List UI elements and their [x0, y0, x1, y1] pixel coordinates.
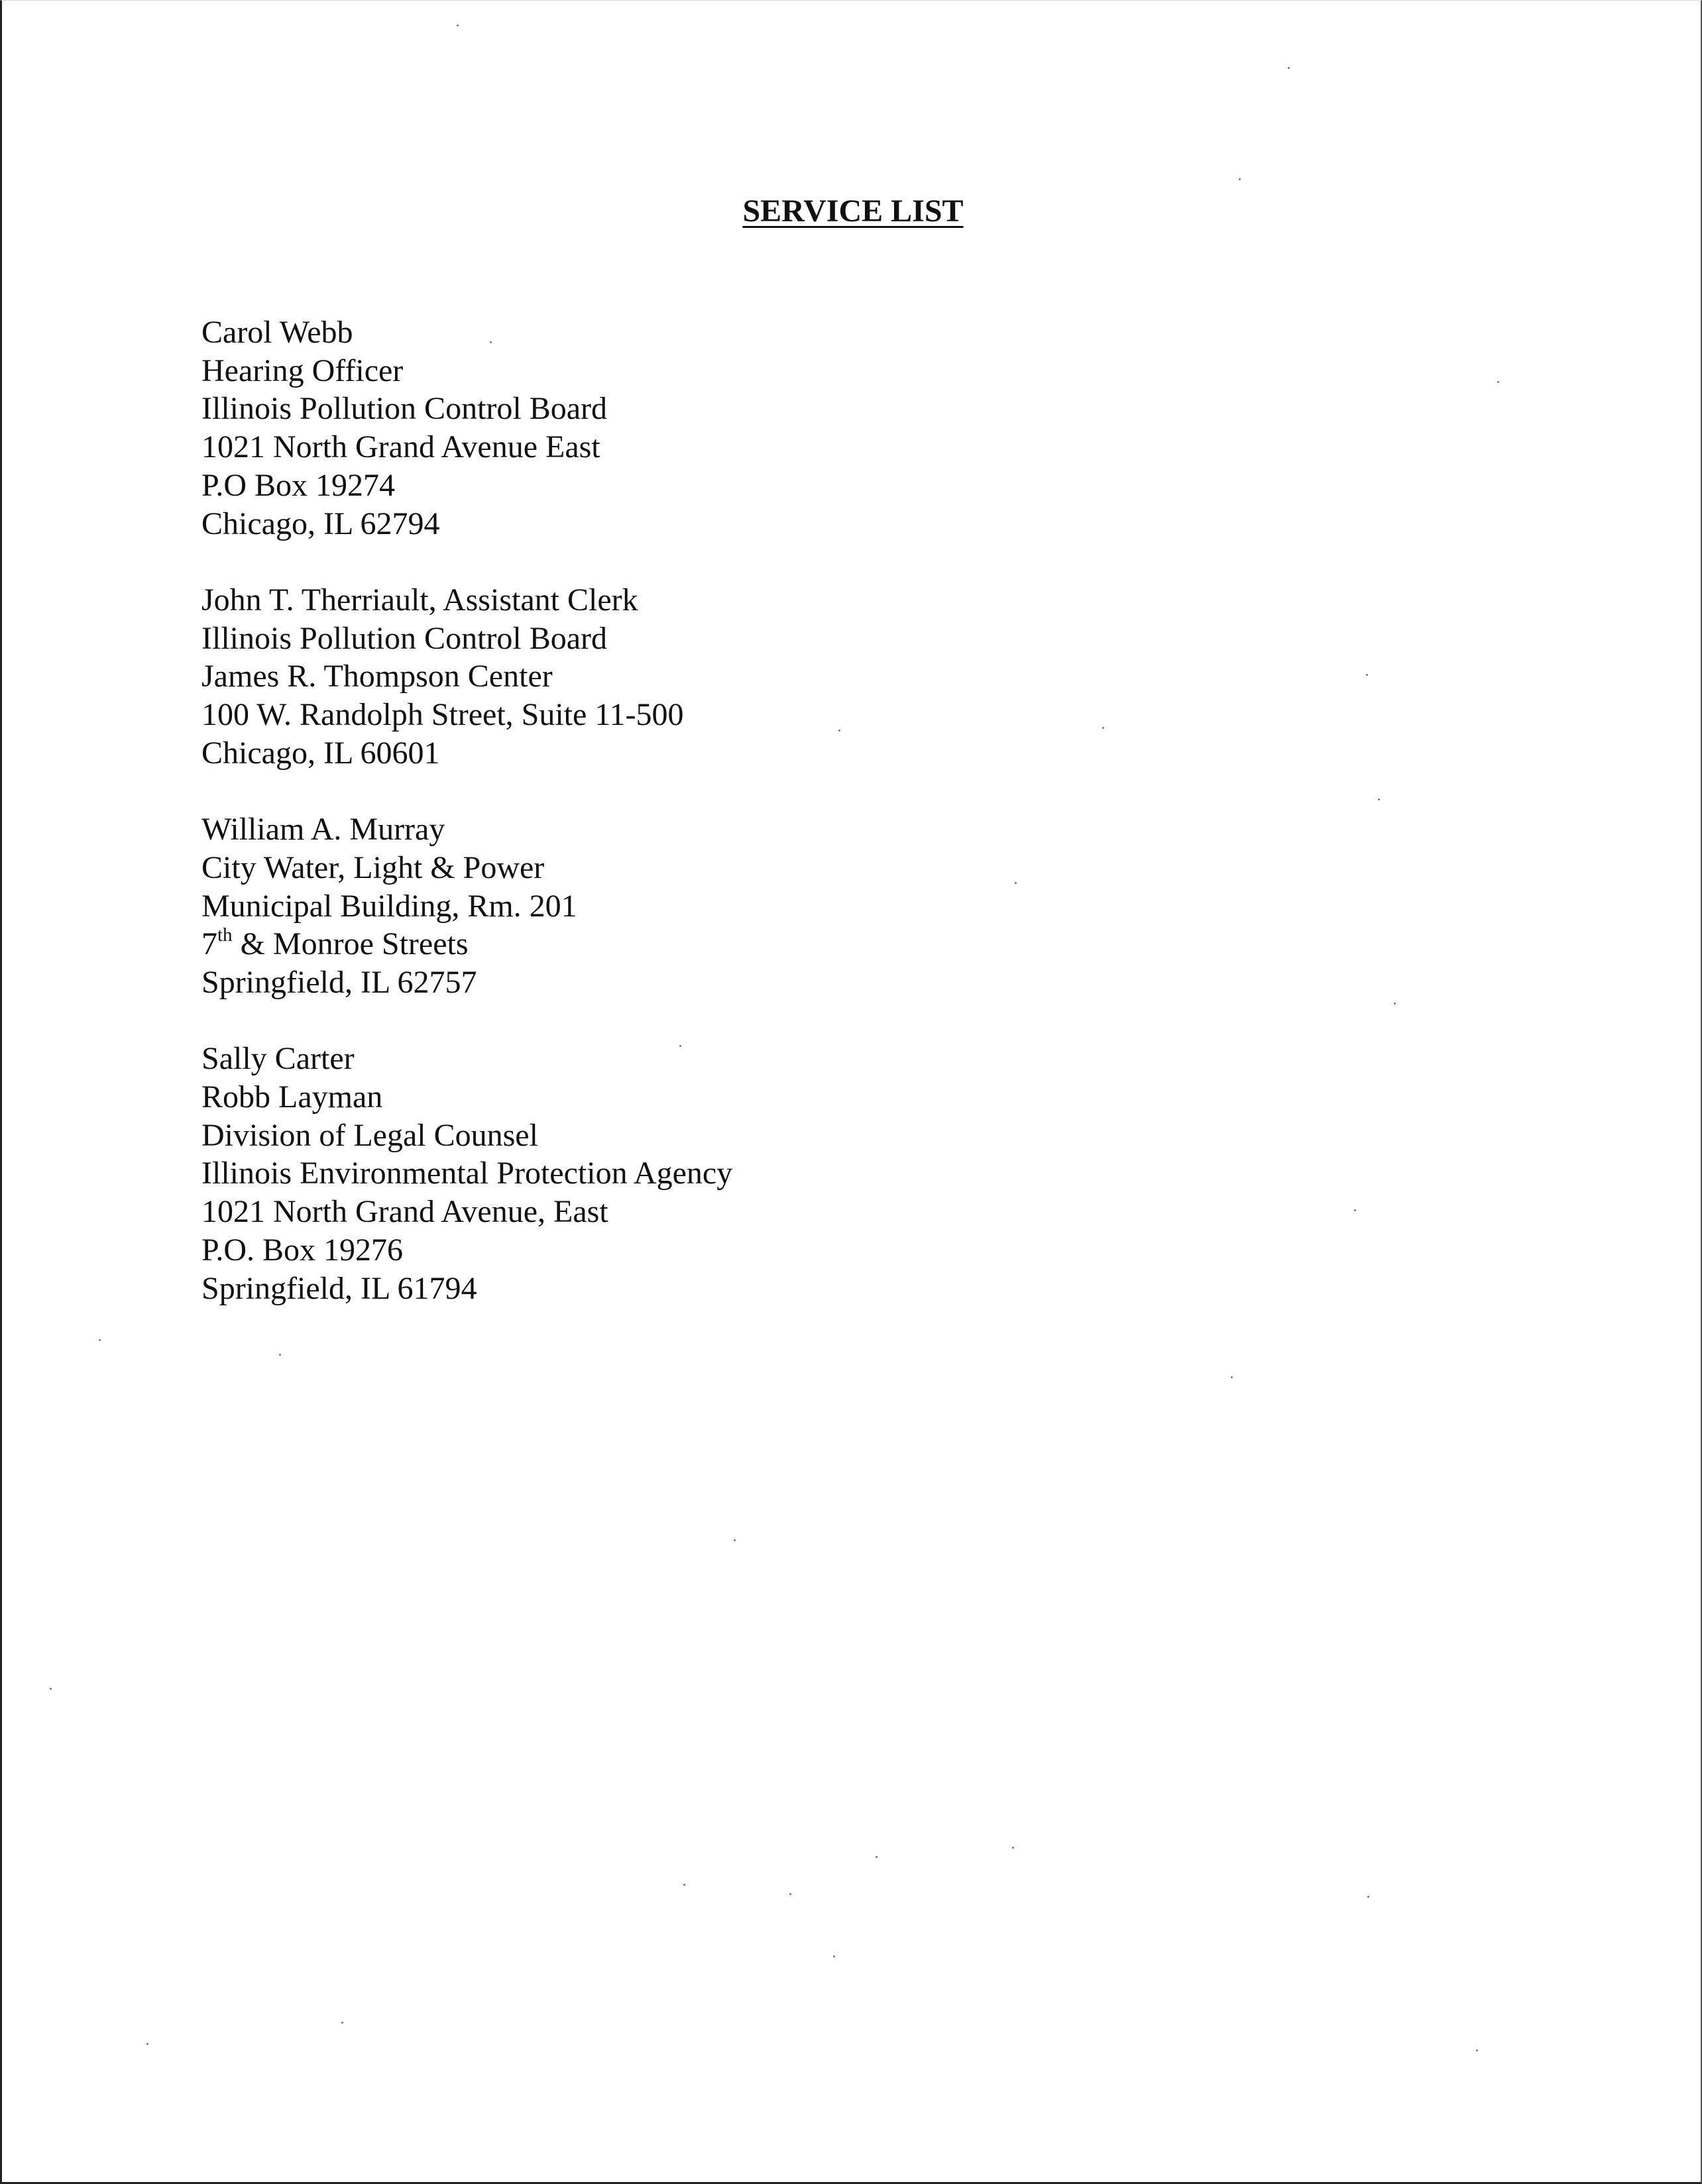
address-line: William A. Murray — [201, 812, 445, 847]
scan-speck — [1476, 2049, 1478, 2051]
scan-speck — [457, 25, 459, 27]
address-line — [201, 925, 1461, 963]
scan-speck — [734, 1539, 736, 1541]
address-line: City Water, Light & Power — [201, 849, 545, 885]
scan-speck — [1367, 1896, 1369, 1898]
address-line: Springfield, IL 62757 — [201, 964, 477, 1000]
scan-speck — [490, 341, 492, 343]
address-line: Municipal Building, Rm. 201 — [201, 888, 577, 924]
scan-speck — [833, 1955, 835, 1957]
scan-speck — [683, 1884, 685, 1886]
scan-speck — [341, 2022, 343, 2024]
service-list — [201, 313, 1461, 1346]
address-line: Illinois Pollution Control Board — [201, 620, 608, 656]
address-line: Robb Layman — [201, 1079, 383, 1115]
scan-speck — [1288, 67, 1290, 69]
address-line: Sally Carter — [201, 1041, 355, 1077]
address-line: Hearing Officer — [201, 353, 404, 388]
scan-speck — [876, 1856, 878, 1858]
address-line: Carol Webb — [201, 315, 353, 350]
street-name: & Monroe Streets — [232, 926, 469, 962]
address-line: James R. Thompson Center — [201, 659, 553, 694]
address-line: Division of Legal Counsel — [201, 1117, 538, 1153]
street-number: 7 — [201, 926, 217, 962]
address-block — [201, 1040, 1461, 1307]
address-line: Illinois Environmental Protection Agency — [201, 1156, 733, 1191]
page-title-text: SERVICE LIST — [742, 193, 964, 229]
scan-speck — [1497, 381, 1499, 383]
scan-speck — [99, 1339, 101, 1341]
scan-speck — [279, 1354, 281, 1356]
address-line: 1021 North Grand Avenue East — [201, 429, 600, 465]
scan-speck — [1366, 674, 1368, 676]
scan-speck — [146, 2043, 148, 2045]
address-line: Chicago, IL 60601 — [201, 735, 440, 771]
scan-speck — [1231, 1376, 1233, 1378]
scan-speck — [1015, 882, 1017, 884]
page-title — [2, 193, 1702, 229]
address-line: P.O. Box 19276 — [201, 1232, 404, 1268]
scan-speck — [789, 1893, 791, 1895]
address-line: 100 W. Randolph Street, Suite 11-500 — [201, 697, 684, 733]
scan-speck — [679, 1045, 681, 1047]
address-block — [201, 810, 1461, 1002]
address-line: Chicago, IL 62794 — [201, 506, 440, 541]
address-line: John T. Therriault, Assistant Clerk — [201, 582, 638, 618]
scan-speck — [1012, 1847, 1014, 1849]
address-block — [201, 313, 1461, 543]
address-block — [201, 581, 1461, 773]
address-line: P.O Box 19274 — [201, 467, 396, 503]
scan-speck — [1102, 727, 1104, 729]
scan-speck — [1239, 178, 1241, 180]
address-line: Illinois Pollution Control Board — [201, 391, 608, 427]
address-line: Springfield, IL 61794 — [201, 1270, 477, 1306]
address-line: 1021 North Grand Avenue, East — [201, 1194, 608, 1230]
scan-speck — [1378, 798, 1380, 800]
scan-speck — [838, 730, 840, 732]
scan-speck — [1354, 1209, 1356, 1211]
scan-speck — [1394, 1003, 1396, 1005]
scan-speck — [50, 1688, 52, 1690]
ordinal-suffix: th — [217, 924, 233, 946]
